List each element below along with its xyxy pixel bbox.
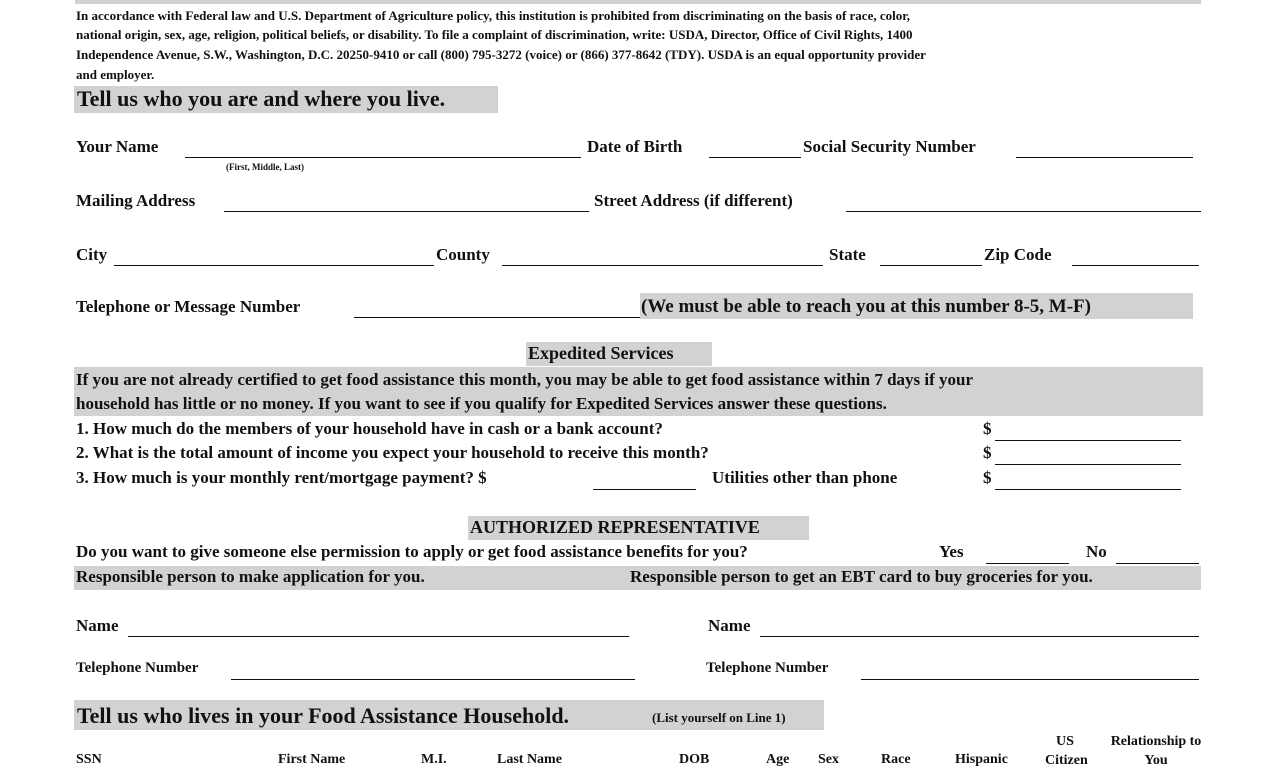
rep-name-label-right: Name bbox=[708, 616, 751, 635]
authorized-question: Do you want to give someone else permission to apply or get food assistance benefits for you? bbox=[76, 542, 748, 561]
state-label: State bbox=[829, 245, 866, 264]
rep-phone-label-right: Telephone Number bbox=[706, 660, 829, 676]
notice-line-2: national origin, sex, age, religion, political beliefs, or disability. To file a complaint of discrimination, write: USDA, Director, Office of Civil Rights, 1400 bbox=[76, 27, 913, 42]
phone-label: Telephone or Message Number bbox=[76, 297, 301, 316]
dob-label: Date of Birth bbox=[587, 137, 683, 156]
rep-phone-field-left[interactable] bbox=[231, 679, 635, 680]
col-age: Age bbox=[766, 752, 790, 767]
top-bar bbox=[75, 0, 1201, 4]
ssn-field[interactable] bbox=[1016, 157, 1193, 158]
q3-dollar: $ bbox=[983, 468, 992, 487]
mailing-field[interactable] bbox=[224, 211, 589, 212]
authorized-title: AUTHORIZED REPRESENTATIVE bbox=[470, 517, 760, 537]
utilities-label: Utilities other than phone bbox=[712, 468, 898, 487]
responsible-ebt: Responsible person to get an EBT card to buy groceries for you. bbox=[630, 567, 1093, 586]
household-title: Tell us who lives in your Food Assistance Household. bbox=[77, 703, 570, 728]
q2-field[interactable] bbox=[995, 464, 1181, 465]
expedited-intro-1: If you are not already certified to get food assistance this month, you may be able to get food assistance within 7 days if your bbox=[76, 370, 974, 389]
your-name-field[interactable] bbox=[185, 157, 581, 158]
col-race: Race bbox=[881, 752, 911, 767]
notice-line-1: In accordance with Federal law and U.S. Department of Agriculture policy, this institution is prohibited from discriminating on the basis of race, color, bbox=[76, 8, 911, 23]
rep-phone-label-left: Telephone Number bbox=[76, 660, 199, 676]
rep-phone-field-right[interactable] bbox=[861, 679, 1199, 680]
question-3: 3. How much is your monthly rent/mortgage payment? $ bbox=[76, 468, 487, 487]
city-field[interactable] bbox=[114, 265, 434, 266]
rep-name-field-right[interactable] bbox=[760, 636, 1199, 637]
street-label: Street Address (if different) bbox=[594, 191, 793, 210]
dob-field[interactable] bbox=[709, 157, 801, 158]
q2-dollar: $ bbox=[983, 443, 992, 462]
state-field[interactable] bbox=[880, 265, 982, 266]
county-field[interactable] bbox=[502, 265, 823, 266]
notice-line-3: Independence Avenue, S.W., Washington, D.C. 20250-9410 or call (800) 795-3272 (voice) or (866) 377-8642 (TDY). USDA is an equal opportunity provider bbox=[76, 47, 926, 62]
col-last-name: Last Name bbox=[497, 752, 562, 767]
no-label: No bbox=[1086, 542, 1107, 561]
utilities-field[interactable] bbox=[995, 489, 1181, 490]
col-first-name: First Name bbox=[278, 752, 346, 767]
rep-name-field-left[interactable] bbox=[128, 636, 629, 637]
county-label: County bbox=[436, 245, 490, 264]
col-sex: Sex bbox=[818, 752, 839, 767]
your-name-label: Your Name bbox=[76, 137, 159, 156]
no-field[interactable] bbox=[1116, 563, 1199, 564]
q1-field[interactable] bbox=[995, 440, 1181, 441]
household-note: (List yourself on Line 1) bbox=[652, 710, 786, 725]
phone-note: (We must be able to reach you at this number 8-5, M-F) bbox=[641, 296, 1091, 317]
yes-field[interactable] bbox=[986, 563, 1069, 564]
street-field[interactable] bbox=[846, 211, 1201, 212]
rep-name-label-left: Name bbox=[76, 616, 119, 635]
zip-label: Zip Code bbox=[984, 245, 1052, 264]
name-hint: (First, Middle, Last) bbox=[226, 162, 304, 172]
rent-field[interactable] bbox=[593, 489, 696, 490]
mailing-label: Mailing Address bbox=[76, 191, 196, 210]
col-mi: M.I. bbox=[421, 752, 447, 767]
notice-line-4: and employer. bbox=[76, 67, 155, 82]
question-1: 1. How much do the members of your household have in cash or a bank account? bbox=[76, 419, 663, 438]
ssn-label: Social Security Number bbox=[803, 137, 976, 156]
section1-title: Tell us who you are and where you live. bbox=[77, 86, 446, 111]
question-2: 2. What is the total amount of income you expect your household to receive this month? bbox=[76, 443, 709, 462]
col-us-citizen: US Citizen bbox=[1045, 734, 1088, 768]
yes-label: Yes bbox=[939, 542, 964, 561]
city-label: City bbox=[76, 245, 108, 264]
col-ssn: SSN bbox=[76, 752, 102, 767]
col-relationship: Relationship to You bbox=[1110, 734, 1202, 768]
q1-dollar: $ bbox=[983, 419, 992, 438]
phone-field[interactable] bbox=[354, 317, 640, 318]
expedited-title: Expedited Services bbox=[528, 343, 674, 363]
responsible-app: Responsible person to make application for you. bbox=[76, 567, 425, 586]
col-dob: DOB bbox=[679, 752, 710, 767]
expedited-intro-2: household has little or no money. If you want to see if you qualify for Expedited Services answer these questions. bbox=[76, 394, 887, 413]
col-hispanic: Hispanic bbox=[955, 752, 1008, 767]
zip-field[interactable] bbox=[1072, 265, 1199, 266]
